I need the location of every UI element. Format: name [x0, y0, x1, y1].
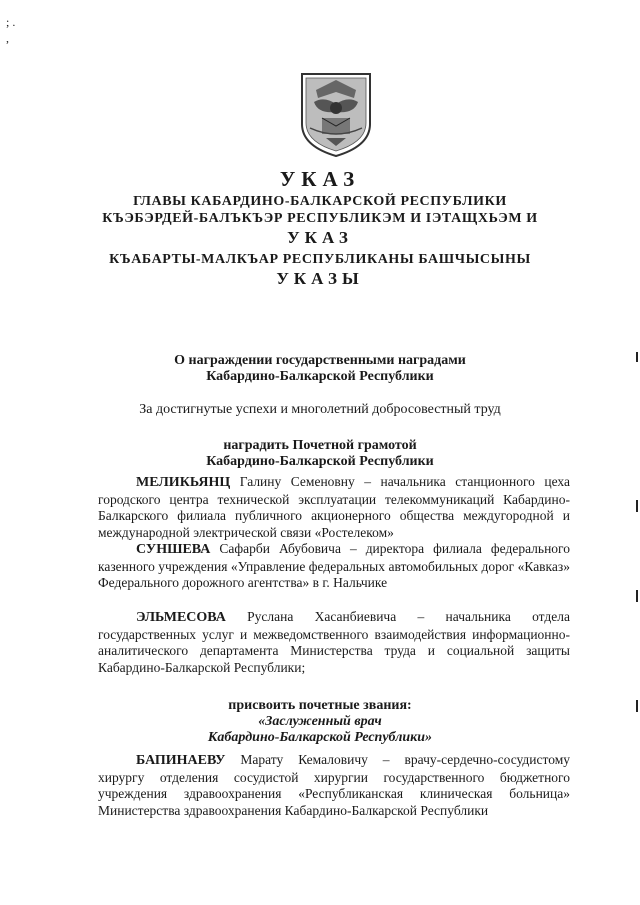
- scan-marks: ; . ,: [6, 15, 16, 45]
- office-title-ru: ГЛАВЫ КАБАРДИНО-БАЛКАРСКОЙ РЕСПУБЛИКИ: [133, 194, 507, 209]
- decree-section-honorary-title: [0, 698, 640, 746]
- awardee-name: БАПИНАЕВУ: [136, 753, 226, 768]
- decree-subject: [0, 353, 640, 385]
- decree-title-kab: УКАЗ: [287, 228, 353, 247]
- awardee-name: МЕЛИКЬЯНЦ: [136, 475, 231, 490]
- awardee-paragraph: [98, 474, 570, 541]
- awardee-description: Сафарби Абубовича – директора филиала федерального казенного учреждения «Управление федеральных автомобильных дорог «Кавказ» Федерального дорожного агентства» в г. Нальчике: [98, 541, 570, 591]
- decree-section-honor-certificate: [0, 438, 640, 470]
- awardee-paragraph: [98, 752, 570, 819]
- office-title-kab: КЪЭБЭРДЕЙ-БАЛЪКЪЭР РЕСПУБЛИКЭМ И IЭТАЩХЬЭМ И: [102, 211, 538, 226]
- decree-title-ru: УКАЗ: [279, 167, 361, 191]
- awardee-name: СУНШЕВА: [136, 542, 211, 557]
- awardee-description: Руслана Хасанбиевича – начальника отдела государственных услуг и межведомственного взаимодействия информационно-аналитического департамента Министерства труда и социальной защиты Кабардино-Балкарской Республики;: [98, 609, 570, 675]
- awardee-paragraph: [98, 609, 570, 676]
- scan-edge-right: [636, 500, 638, 512]
- honorary-title: Кабардино-Балкарской Республики»: [207, 730, 433, 745]
- section-heading: наградить Почетной грамотой: [223, 438, 417, 453]
- coat-of-arms-emblem: [296, 68, 376, 158]
- subject-line: Кабардино-Балкарской Республики: [206, 369, 434, 384]
- subject-line: О награждении государственными наградами: [174, 353, 466, 368]
- awardee-paragraph: [98, 541, 570, 592]
- decree-title-balk: УКАЗЫ: [276, 269, 364, 288]
- preamble: За достигнутые успехи и многолетний добросовестный труд: [139, 402, 501, 417]
- section-heading: присвоить почетные звания:: [228, 698, 412, 713]
- awardee-name: ЭЛЬМЕСОВА: [136, 610, 226, 625]
- awardee-description: Галину Семеновну – начальника станционного цеха городского центра технической эксплуатации телекоммуникаций Кабардино-Балкарского филиала публичного акционерного общества междугородной и международной электрической связи «Ростелеком»: [98, 474, 570, 540]
- honorary-title: «Заслуженный врач: [258, 714, 382, 729]
- section-heading: Кабардино-Балкарской Республики: [206, 454, 434, 469]
- awardee-description: Марату Кемаловичу – врачу-сердечно-сосудистому хирургу отделения сосудистой хирургии государственного бюджетного учреждения здравоохранения «Республиканская клиническая больница» Министерства здравоохранения Кабардино-Балкарской Республики: [98, 752, 570, 818]
- office-title-balk: КЪАБАРТЫ-МАЛКЪАР РЕСПУБЛИКАНЫ БАШЧЫСЫНЫ: [109, 252, 531, 267]
- scan-edge-right: [636, 590, 638, 602]
